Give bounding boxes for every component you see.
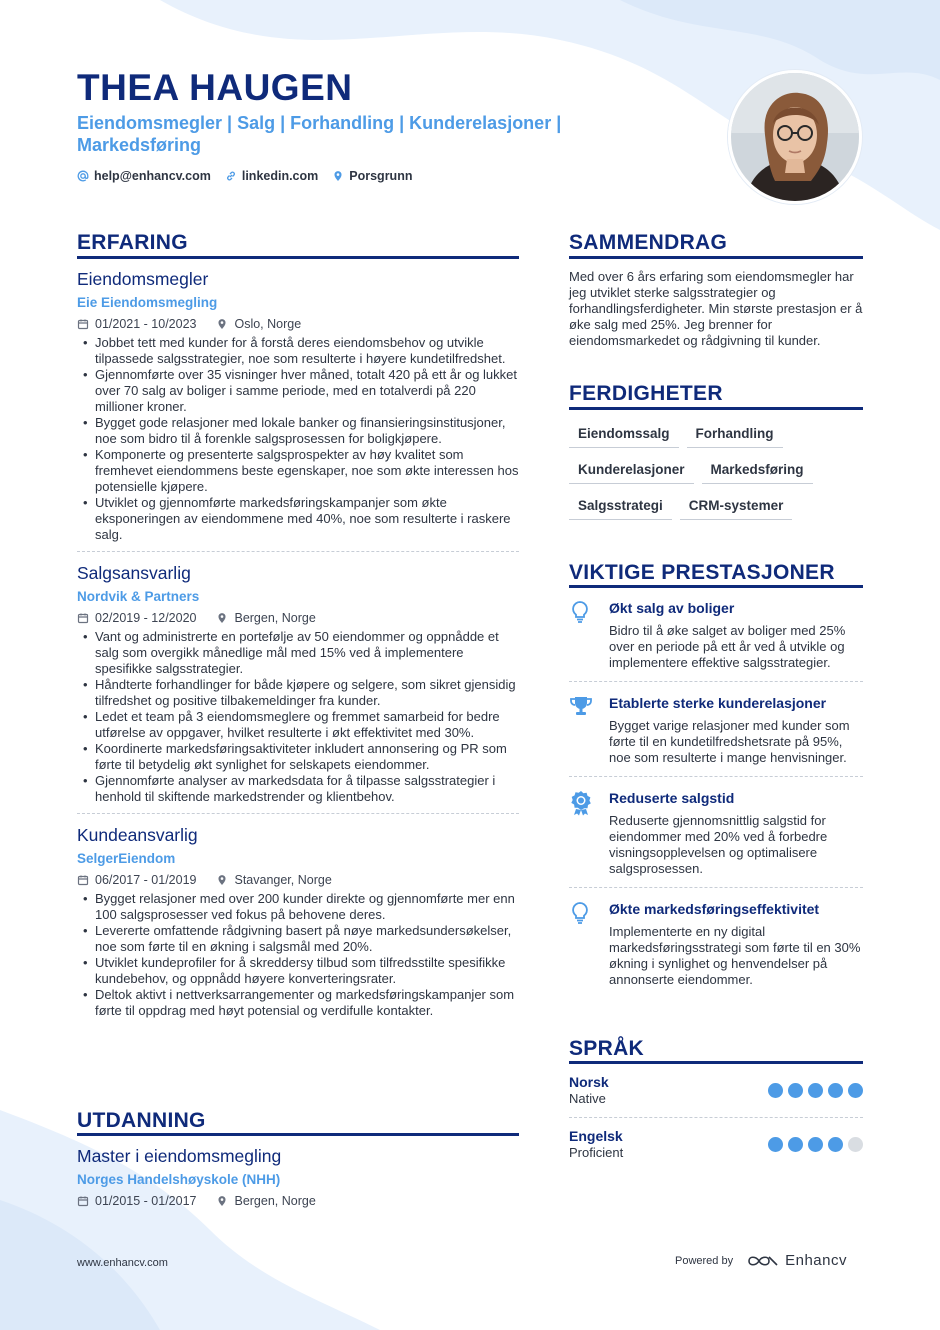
company-name: SelgerEiendom [77,851,176,866]
bullet-item: • Utviklet kundeprofiler for å skreddersy tilbud som tilfredsstilte spesifikke kundebehov, og oppnådd høyere konverteringsrater. [77,955,519,987]
rating-dot [828,1083,843,1098]
calendar-icon [77,1195,89,1207]
achievement-desc: Bidro til å øke salget av boliger med 25% over en periode på ett år ved å utvikle og implementere effektive salgsstrategier. [609,623,846,670]
skill-tag: Forhandling [687,422,783,448]
portrait-illustration [731,73,859,201]
job-title: Eiendomsmegler [77,269,209,289]
footer-branding [675,1252,847,1269]
achievement-item [569,694,863,766]
job-dates: 02/2019 - 12/2020 [95,611,197,625]
job-dates: 06/2017 - 01/2019 [95,873,197,887]
school-name: Norges Handelshøyskole (NHH) [77,1172,281,1187]
rating-dot [768,1137,783,1152]
achievement-item [569,599,863,671]
skills-block [569,422,863,520]
calendar-icon [77,874,89,886]
job-title: Kundeansvarlig [77,825,198,845]
skill-tag: Salgsstrategi [569,494,672,520]
language-level: Proficient [569,1145,624,1160]
bullet-item: • Vant og administrerte en portefølje av 50 eiendommer og oppnådde et salg som overgikk månedlige mål med 15% ved å implementere spesifikke salgsstrategier. [77,629,519,677]
bullet-item: • Koordinerte markedsføringsaktiviteter inkludert annonsering og PR som førte til betydelig økt synlighet for selskapets eiendommer. [77,741,519,773]
section-title-summary: SAMMENDRAG [569,231,728,254]
languages-list [569,1074,863,1161]
bullet-item: • Ledet et team på 3 eiendomsmeglere og fremmet samarbeid for bedre utførelse av oppgaver, hvilket resulterte i økt effektivitet med 30%. [77,709,519,741]
language-item [569,1128,863,1161]
job-divider [77,813,519,814]
bullet-item: • Levererte omfattende rådgivning basert på nøye markedsundersøkelser, noe som førte til en økning i salgsmål med 20%. [77,923,519,955]
language-name: Engelsk [569,1128,623,1144]
calendar-icon [77,318,89,330]
language-item [569,1074,863,1107]
degree-title: Master i eiendomsmegling [77,1146,282,1166]
job-bullets [77,891,519,1019]
achievement-desc: Implementerte en ny digital markedsføringsstrategi som førte til en 30% økning i synlighet og henvendelser på annonserte eiendommer. [609,924,861,987]
contact-linkedin[interactable] [225,169,318,183]
experience-item [77,824,519,1019]
contact-location [332,169,412,183]
language-rating [768,1137,863,1152]
candidate-headline: Eiendomsmegler | Salg | Forhandling | Kunderelasjoner | Markedsføring [77,113,562,155]
skill-tag: CRM-systemer [680,494,793,520]
footer-website[interactable]: www.enhancv.com [77,1257,168,1269]
job-meta [77,610,519,626]
education-meta [77,1193,519,1209]
section-rule-languages [569,1061,863,1064]
bullet-item: • Gjennomførte analyser av markedsdata for å tilpasse salgsstrategier i henhold til skiftende markedstrender og klientbehov. [77,773,519,805]
language-level: Native [569,1091,606,1106]
section-rule-education [77,1133,519,1136]
achievement-title: Reduserte salgstid [609,790,735,806]
achievement-item [569,900,863,988]
summary-text: Med over 6 års erfaring som eiendomsmegler har jeg utviklet sterke salgsstrategier og forhandlingsferdigheter. Min største prestasjon er å øke salg med 25%. Jeg brenner for eiendomsmarkedet og rådgivning til kunder. [569,269,863,348]
medal-icon [569,790,593,816]
enhancv-logo-icon [747,1253,779,1269]
bullet-item: • Jobbet tett med kunder for å forstå deres eiendomsbehov og utvikle tilpassede salgsstrategier, noe som resulterte i høyere kundetilfredshet. [77,335,519,367]
contact-row [77,169,412,183]
rating-dot [828,1137,843,1152]
candidate-name: THEA HAUGEN [77,67,353,108]
section-title-languages: SPRÅK [569,1037,645,1060]
location-pin-icon [216,318,228,330]
job-dates: 01/2021 - 10/2023 [95,317,197,331]
profile-photo [728,70,862,204]
language-divider [569,1117,863,1118]
rating-dot [788,1137,803,1152]
rating-dot [768,1083,783,1098]
education-dates: 01/2015 - 01/2017 [95,1194,197,1208]
summary-block [569,269,863,349]
rating-dot [848,1137,863,1152]
experience-item [77,268,519,543]
contact-location-text: Porsgrunn [349,169,413,183]
experience-item [77,562,519,805]
achievements-list [569,599,863,988]
location-pin-icon [216,612,228,624]
section-rule-experience [77,256,519,259]
job-title: Salgsansvarlig [77,563,191,583]
job-bullets [77,629,519,805]
education-item [77,1145,519,1209]
job-bullets [77,335,519,543]
location-pin-icon [332,170,344,182]
section-title-experience: ERFARING [77,231,188,254]
achievement-desc: Bygget varige relasjoner med kunder som førte til en kundetilfredshetsrate på 95%, noe som resulterte i mange henvisninger. [609,718,850,765]
contact-linkedin-text: linkedin.com [241,169,319,183]
lightbulb-icon [569,901,591,925]
location-pin-icon [216,1195,228,1207]
section-title-skills: FERDIGHETER [569,382,723,405]
bullet-item: • Deltok aktivt i nettverksarrangementer og markedsføringskampanjer som førte til oppdrag med høyt potensial og verdifulle kontakter. [77,987,519,1019]
achievement-title: Økt salg av boliger [609,600,735,616]
location-pin-icon [216,874,228,886]
rating-dot [808,1137,823,1152]
job-divider [77,551,519,552]
bullet-item: • Gjennomførte over 35 visninger hver måned, totalt 420 på ett år og lukket over 70 salg av boliger i samme periode, med en totalverdi på 220 millioner kroner. [77,367,519,415]
achievement-desc: Reduserte gjennomsnittlig salgstid for eiendommer med 20% ved å forbedre visningsopplevelsen og optimalisere salgsprosessen. [609,813,828,876]
bullet-item: • Bygget relasjoner med over 200 kunder direkte og gjennomførte mer enn 100 salgsprosesser ved fokus på behovene deres. [77,891,519,923]
powered-by-label: Powered by [675,1254,734,1267]
brand-logo [747,1252,847,1269]
calendar-icon [77,612,89,624]
lightbulb-icon [569,600,591,624]
rating-dot [848,1083,863,1098]
job-meta [77,872,519,888]
skill-tag: Kunderelasjoner [569,458,694,484]
rating-dot [788,1083,803,1098]
job-location: Oslo, Norge [234,317,302,331]
language-rating [768,1083,863,1098]
language-name: Norsk [569,1074,609,1090]
bullet-item: • Utviklet og gjennomførte markedsføringskampanjer som økte eksponeringen av eiendommene med 40%, noe som resulterte i raskere salg. [77,495,519,543]
section-title-achievements: VIKTIGE PRESTASJONER [569,561,835,584]
skills-list [569,422,863,520]
achievement-divider [569,887,863,888]
achievement-divider [569,776,863,777]
trophy-icon [569,695,593,717]
job-location: Bergen, Norge [234,611,316,625]
section-rule-achievements [569,585,863,588]
section-title-education: UTDANNING [77,1109,206,1132]
section-rule-summary [569,256,863,259]
company-name: Eie Eiendomsmegling [77,295,218,310]
contact-email-text: help@enhancv.com [94,169,211,183]
achievement-divider [569,681,863,682]
job-meta [77,316,519,332]
experience-list [77,268,519,1019]
skill-tag: Eiendomssalg [569,422,679,448]
link-icon [225,170,237,182]
education-location: Bergen, Norge [234,1194,316,1208]
at-icon [77,170,89,182]
bullet-item: • Komponerte og presenterte salgsprospekter av høy kvalitet som fremhevet eiendommens beste egenskaper, noe som økte interessen hos potensielle kjøpere. [77,447,519,495]
company-name: Nordvik & Partners [77,589,200,604]
contact-email[interactable] [77,169,211,183]
bullet-item: • Håndterte forhandlinger for både kjøpere og selgere, som sikret gjensidig tilfredshet og positive tilbakemeldinger fra kunder. [77,677,519,709]
bullet-item: • Bygget gode relasjoner med lokale banker og finansieringsinstitusjoner, noe som bidro til å forenkle salgsprosessen for boligkjøpere. [77,415,519,447]
achievement-title: Økte markedsføringseffektivitet [609,901,820,917]
brand-name: Enhancv [785,1252,847,1269]
achievement-title: Etablerte sterke kunderelasjoner [609,695,827,711]
achievement-item [569,789,863,877]
job-location: Stavanger, Norge [234,873,332,887]
skill-tag: Markedsføring [702,458,813,484]
rating-dot [808,1083,823,1098]
section-rule-skills [569,407,863,410]
